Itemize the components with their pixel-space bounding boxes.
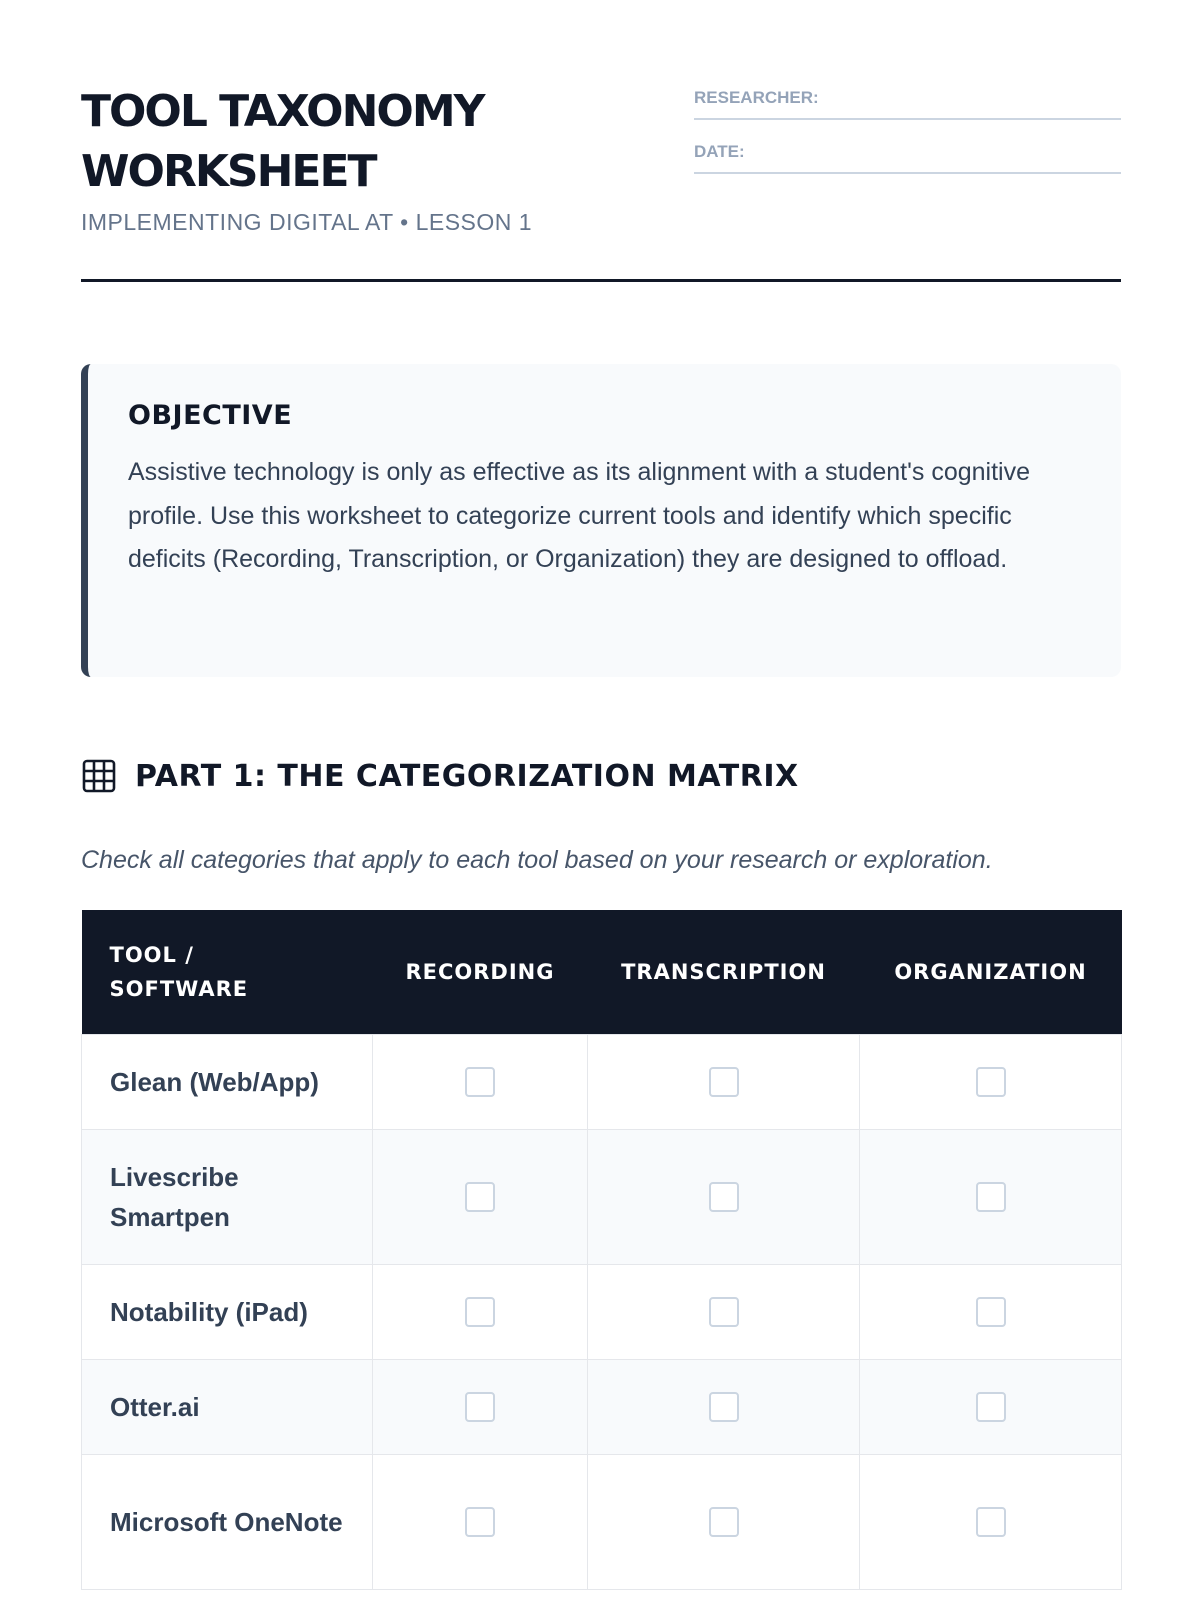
recording-cell: [373, 1130, 588, 1265]
date-label: DATE:: [694, 142, 745, 161]
date-field[interactable]: [694, 136, 1121, 174]
title-line-2: WORKSHEET: [81, 146, 376, 197]
organization-cell: [860, 1265, 1122, 1360]
transcription-cell: [588, 1455, 860, 1590]
transcription-cell: [588, 1265, 860, 1360]
part1-title: PART 1: THE CATEGORIZATION MATRIX: [135, 758, 799, 794]
transcription-checkbox[interactable]: [709, 1392, 739, 1422]
header-recording: RECORDING: [373, 910, 588, 1035]
objective-card: [81, 364, 1121, 677]
table-row: [82, 1360, 1122, 1455]
page-subtitle: IMPLEMENTING DIGITAL AT • LESSON 1: [81, 209, 533, 235]
part1-heading: [81, 758, 799, 794]
recording-checkbox[interactable]: [465, 1392, 495, 1422]
header-organization: ORGANIZATION: [860, 910, 1122, 1035]
recording-cell: [373, 1455, 588, 1590]
page-title: [81, 82, 641, 202]
worksheet-header: [81, 82, 1121, 282]
organization-checkbox[interactable]: [976, 1392, 1006, 1422]
objective-text: Assistive technology is only as effective as its alignment with a student's cognitive profile. Use this worksheet to categorize current tools and identify which specific deficits (Recording, Transcription, or Organization) they are designed to offload.: [128, 458, 1030, 573]
transcription-checkbox[interactable]: [709, 1067, 739, 1097]
header-transcription: TRANSCRIPTION: [588, 910, 860, 1035]
recording-checkbox[interactable]: [465, 1067, 495, 1097]
transcription-cell: [588, 1035, 860, 1130]
organization-checkbox[interactable]: [976, 1182, 1006, 1212]
table-row: [82, 1130, 1122, 1265]
tool-name: Notability (iPad): [82, 1265, 373, 1360]
tool-name: Microsoft OneNote: [82, 1455, 373, 1590]
table-row: [82, 1455, 1122, 1590]
title-line-1: TOOL TAXONOMY: [81, 86, 484, 137]
recording-checkbox[interactable]: [465, 1507, 495, 1537]
tool-name: Otter.ai: [82, 1360, 373, 1455]
organization-cell: [860, 1360, 1122, 1455]
transcription-cell: [588, 1360, 860, 1455]
matrix-header-row: [82, 910, 1122, 1035]
recording-checkbox[interactable]: [465, 1182, 495, 1212]
organization-cell: [860, 1130, 1122, 1265]
transcription-checkbox[interactable]: [709, 1182, 739, 1212]
transcription-cell: [588, 1130, 860, 1265]
objective-title: OBJECTIVE: [128, 400, 293, 431]
header-tool: [82, 910, 373, 1035]
grid-icon: [81, 758, 117, 794]
recording-checkbox[interactable]: [465, 1297, 495, 1327]
organization-checkbox[interactable]: [976, 1507, 1006, 1537]
organization-cell: [860, 1455, 1122, 1590]
table-row: [82, 1035, 1122, 1130]
header-divider: [81, 279, 1121, 282]
tool-name: Livescribe Smartpen: [82, 1130, 373, 1265]
recording-cell: [373, 1265, 588, 1360]
header-tool-line-2: SOFTWARE: [109, 977, 249, 1001]
part1-instructions: Check all categories that apply to each tool based on your research or exploration.: [81, 846, 993, 874]
header-tool-line-1: TOOL /: [109, 943, 194, 967]
table-row: [82, 1265, 1122, 1360]
meta-fields: [694, 82, 1121, 190]
tool-name: Glean (Web/App): [82, 1035, 373, 1130]
researcher-field[interactable]: [694, 82, 1121, 120]
organization-cell: [860, 1035, 1122, 1130]
transcription-checkbox[interactable]: [709, 1297, 739, 1327]
categorization-matrix: [81, 910, 1122, 1590]
recording-cell: [373, 1360, 588, 1455]
organization-checkbox[interactable]: [976, 1297, 1006, 1327]
researcher-label: RESEARCHER:: [694, 88, 819, 107]
organization-checkbox[interactable]: [976, 1067, 1006, 1097]
transcription-checkbox[interactable]: [709, 1507, 739, 1537]
recording-cell: [373, 1035, 588, 1130]
